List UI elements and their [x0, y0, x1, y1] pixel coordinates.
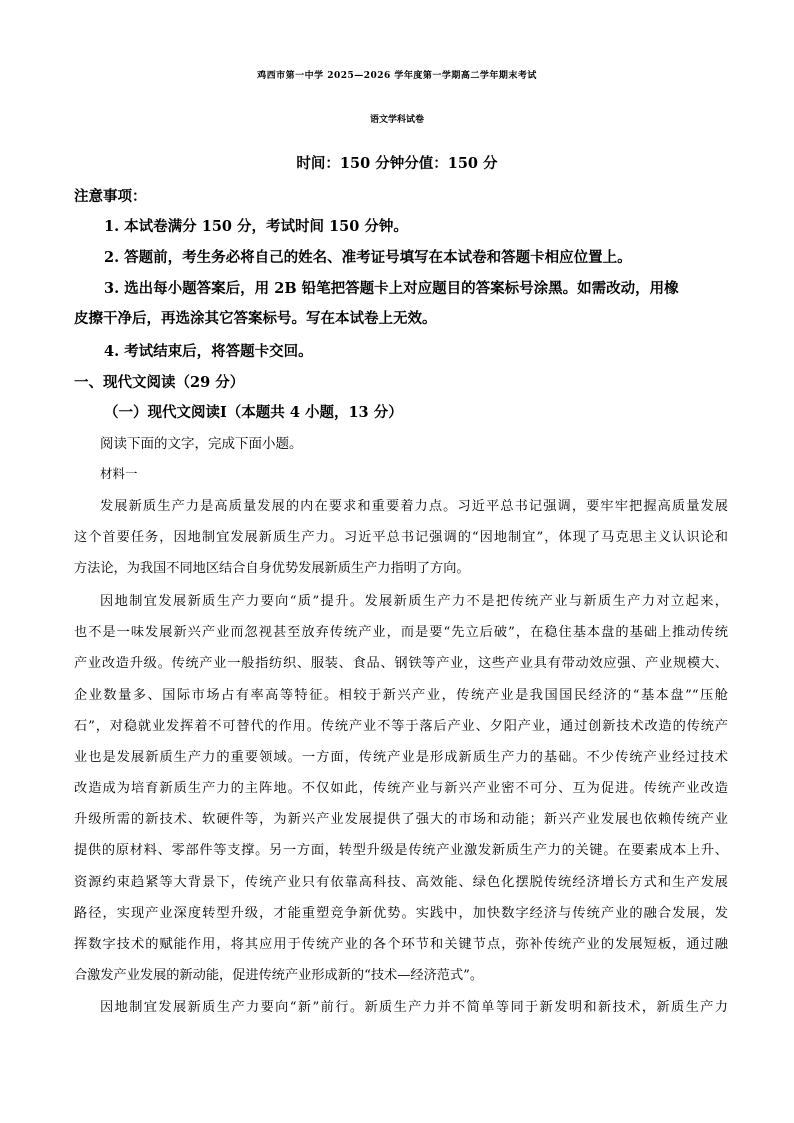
- time-and-score-info: 时间：150 分钟分值：150 分: [296, 155, 498, 172]
- paragraph-line: 石”，对稳就业发挥着不可替代的作用。传统产业不等于落后产业、夕阳产业，通过创新技术改造的传统产: [74, 719, 728, 734]
- sub-section-heading: （一）现代文阅读Ⅰ（本题共 4 小题，13 分）: [104, 404, 403, 421]
- paragraph-line: 产业改造升级。传统产业一般指纺织、服装、食品、钢铁等产业，这些产业具有带动效应强、产业规模大、: [74, 656, 728, 671]
- paragraph-line: 发展新质生产力是高质量发展的内在要求和重要着力点。习近平总书记强调，要牢牢把握高质量发展: [100, 499, 728, 514]
- notice-item-2: 2. 答题前，考生务必将自己的姓名、准考证号填写在本试卷和答题卡相应位置上。: [104, 249, 632, 266]
- paragraph-line: 提供的原材料、零部件等支撑。另一方面，转型升级是传统产业激发新质生产力的关键。在要素成本上升、: [74, 843, 728, 858]
- paragraph-line: 改造成为培育新质生产力的主阵地。不仅如此，传统产业与新兴产业密不可分、互为促进。传统产业改造: [74, 781, 728, 796]
- paragraph-line: 合激发产业发展的新动能，促进传统产业形成新的“技术—经济范式”。: [74, 968, 484, 983]
- paragraph-line: 挥数字技术的赋能作用，将其应用于传统产业的各个环节和关键节点，弥补传统产业的发展短板，通过融: [74, 937, 728, 952]
- paragraph-line: 资源约束趋紧等大背景下，传统产业只有依靠高科技、高效能、绿色化摆脱传统经济增长方式和生产发展: [74, 875, 728, 890]
- notice-item-3: 3. 选出每小题答案后，用 2B 铅笔把答题卡上对应题目的答案标号涂黑。如需改动，用橡: [104, 280, 679, 297]
- material-label: 材料一: [100, 466, 138, 481]
- section-heading: 一、现代文阅读（29 分）: [74, 374, 245, 391]
- exam-subtitle: 语文学科试卷: [369, 115, 424, 125]
- paragraph-line: 也不是一味发展新兴产业而忽视甚至放弃传统产业，而是要“先立后破”，在稳住基本盘的基础上推动传统: [74, 625, 728, 640]
- exam-title: 鸡西市第一中学 2025—2026 学年度第一学期高二学年期末考试: [257, 71, 537, 81]
- paragraph-line: 这个首要任务，因地制宜发展新质生产力。习近平总书记强调的“因地制宜”，体现了马克思主义认识论和: [74, 530, 728, 545]
- paragraph-line: 升级所需的新技术、软硬件等，为新兴产业发展提供了强大的市场和动能；新兴产业发展也依赖传统产业: [74, 812, 728, 827]
- paragraph-line: 企业数量多、国际市场占有率高等特征。相较于新兴产业，传统产业是我国国民经济的“基本盘”“压舱: [74, 688, 728, 703]
- notice-item-3-continued: 皮擦干净后，再选涂其它答案标号。写在本试卷上无效。: [74, 310, 437, 327]
- paragraph-line: 因地制宜发展新质生产力要向“新”前行。新质生产力并不简单等同于新发明和新技术，新质生产力: [100, 1000, 728, 1015]
- paragraph-line: 方法论，为我国不同地区结合自身优势发展新质生产力指明了方向。: [74, 561, 470, 576]
- paragraph-line: 路径，实现产业深度转型升级，才能重塑竞争新优势。实践中，加快数字经济与传统产业的融合发展，发: [74, 906, 728, 921]
- notice-heading: 注意事项：: [74, 188, 147, 205]
- notice-item-1: 1. 本试卷满分 150 分，考试时间 150 分钟。: [104, 218, 408, 235]
- paragraph-line: 业也是发展新质生产力的重要领域。一方面，传统产业是形成新质生产力的基础。不少传统产业经过技术: [74, 750, 728, 765]
- reading-instruction: 阅读下面的文字，完成下面小题。: [100, 436, 303, 452]
- paragraph-line: 因地制宜发展新质生产力要向“质”提升。发展新质生产力不是把传统产业与新质生产力对立起来，: [100, 594, 728, 609]
- notice-item-4: 4. 考试结束后，将答题卡交回。: [104, 343, 313, 360]
